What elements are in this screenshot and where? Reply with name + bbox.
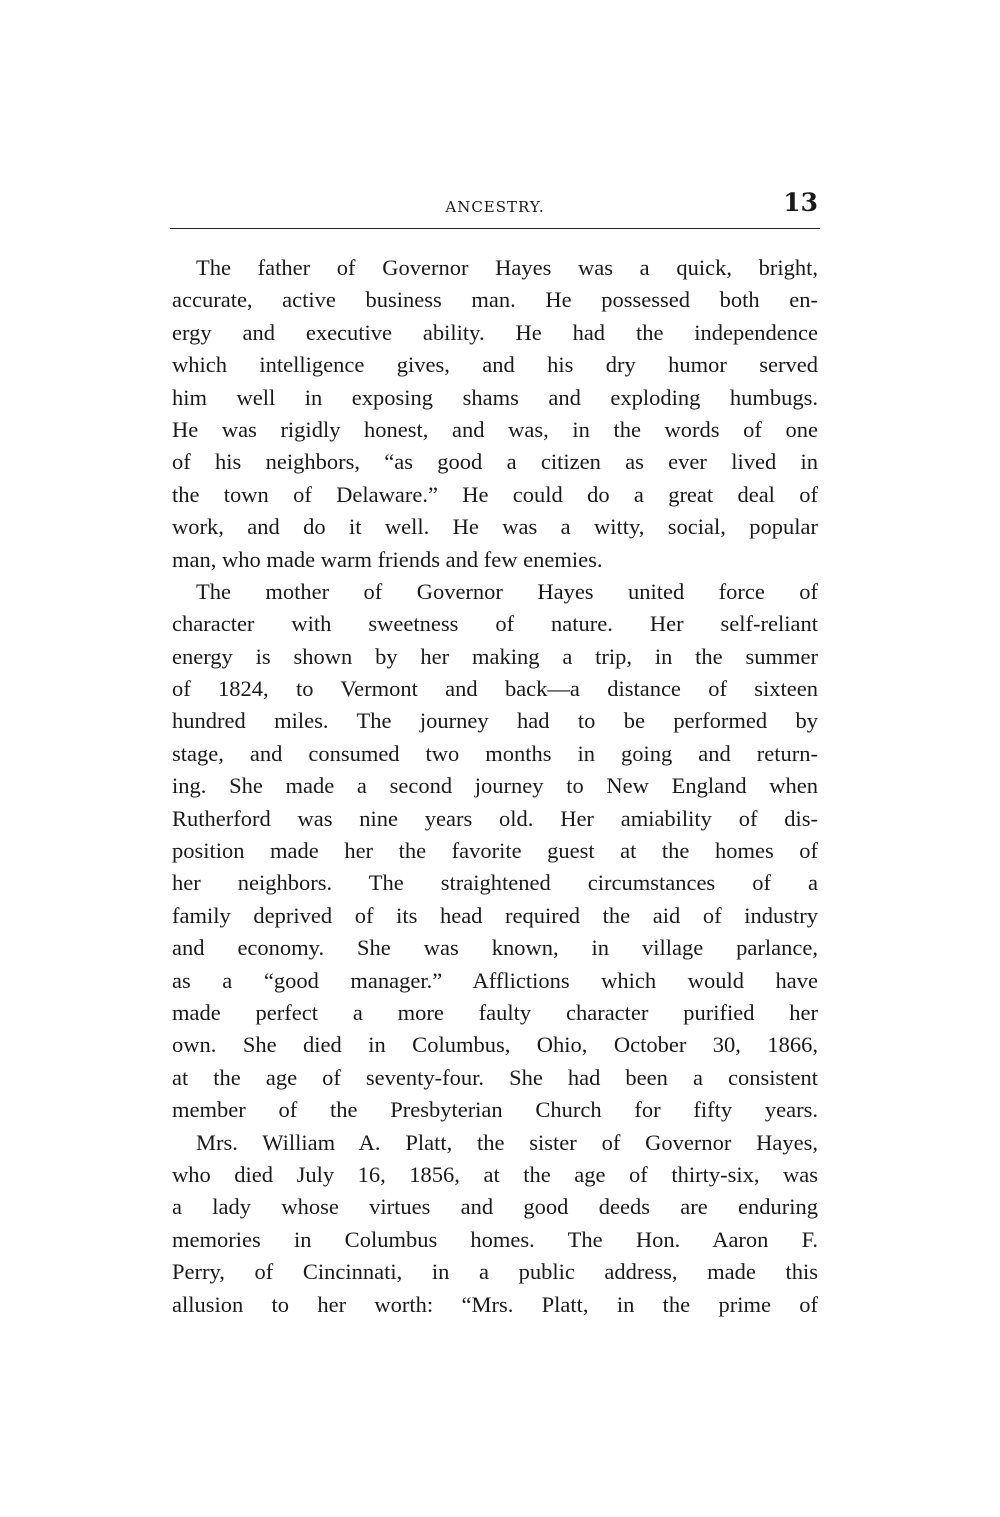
text-line: and economy. She was known, in village parlance, <box>172 935 818 961</box>
page-number: 13 <box>783 188 818 217</box>
text-line: her neighbors. The straightened circumstances of a <box>172 870 818 896</box>
text-line: the town of Delaware.” He could do a great deal of <box>172 481 818 507</box>
text-line: allusion to her worth: “Mrs. Platt, in the prime of <box>172 1291 818 1317</box>
running-title: ANCESTRY. <box>445 198 545 216</box>
text-line: accurate, active business man. He possessed both en- <box>172 287 818 313</box>
header-rule <box>170 228 820 229</box>
text-line: He was rigidly honest, and was, in the words of one <box>172 416 818 442</box>
text-line: ergy and executive ability. He had the independence <box>172 319 818 345</box>
text-line: work, and do it well. He was a witty, social, popular <box>172 514 818 540</box>
text-line: at the age of seventy-four. She had been a consistent <box>172 1064 818 1090</box>
text-line: ing. She made a second journey to New England when <box>172 773 818 799</box>
text-line: position made her the favorite guest at the homes of <box>172 838 818 864</box>
body-text <box>172 252 818 1321</box>
text-line: of his neighbors, “as good a citizen as ever lived in <box>172 449 818 475</box>
text-line: memories in Columbus homes. The Hon. Aaron F. <box>172 1226 818 1252</box>
page-header <box>170 188 820 220</box>
text-line: him well in exposing shams and exploding humbugs. <box>172 384 818 410</box>
text-line: who died July 16, 1856, at the age of thirty-six, was <box>172 1161 818 1187</box>
text-line: made perfect a more faulty character purified her <box>172 999 818 1025</box>
text-line: family deprived of its head required the aid of industry <box>172 902 818 928</box>
text-line: as a “good manager.” Afflictions which would have <box>172 967 818 993</box>
text-line: of 1824, to Vermont and back—a distance of sixteen <box>172 676 818 702</box>
text-line: Mrs. William A. Platt, the sister of Governor Hayes, <box>196 1129 818 1155</box>
text-line: The father of Governor Hayes was a quick, bright, <box>196 255 818 280</box>
text-line: a lady whose virtues and good deeds are enduring <box>172 1194 818 1220</box>
text-line: hundred miles. The journey had to be performed by <box>172 708 818 734</box>
text-line: man, who made warm friends and few enemies. <box>172 546 603 572</box>
text-line: The mother of Governor Hayes united force of <box>196 578 818 604</box>
text-line: stage, and consumed two months in going and return- <box>172 740 818 766</box>
text-line: which intelligence gives, and his dry humor served <box>172 352 818 378</box>
text-line: Perry, of Cincinnati, in a public address, made this <box>172 1259 818 1285</box>
text-line: Rutherford was nine years old. Her amiability of dis- <box>172 805 818 831</box>
text-line: energy is shown by her making a trip, in the summer <box>172 643 818 669</box>
text-line: member of the Presbyterian Church for fifty years. <box>172 1097 818 1123</box>
text-line: own. She died in Columbus, Ohio, October 30, 1866, <box>172 1032 818 1058</box>
text-line: character with sweetness of nature. Her self-reliant <box>172 611 818 637</box>
